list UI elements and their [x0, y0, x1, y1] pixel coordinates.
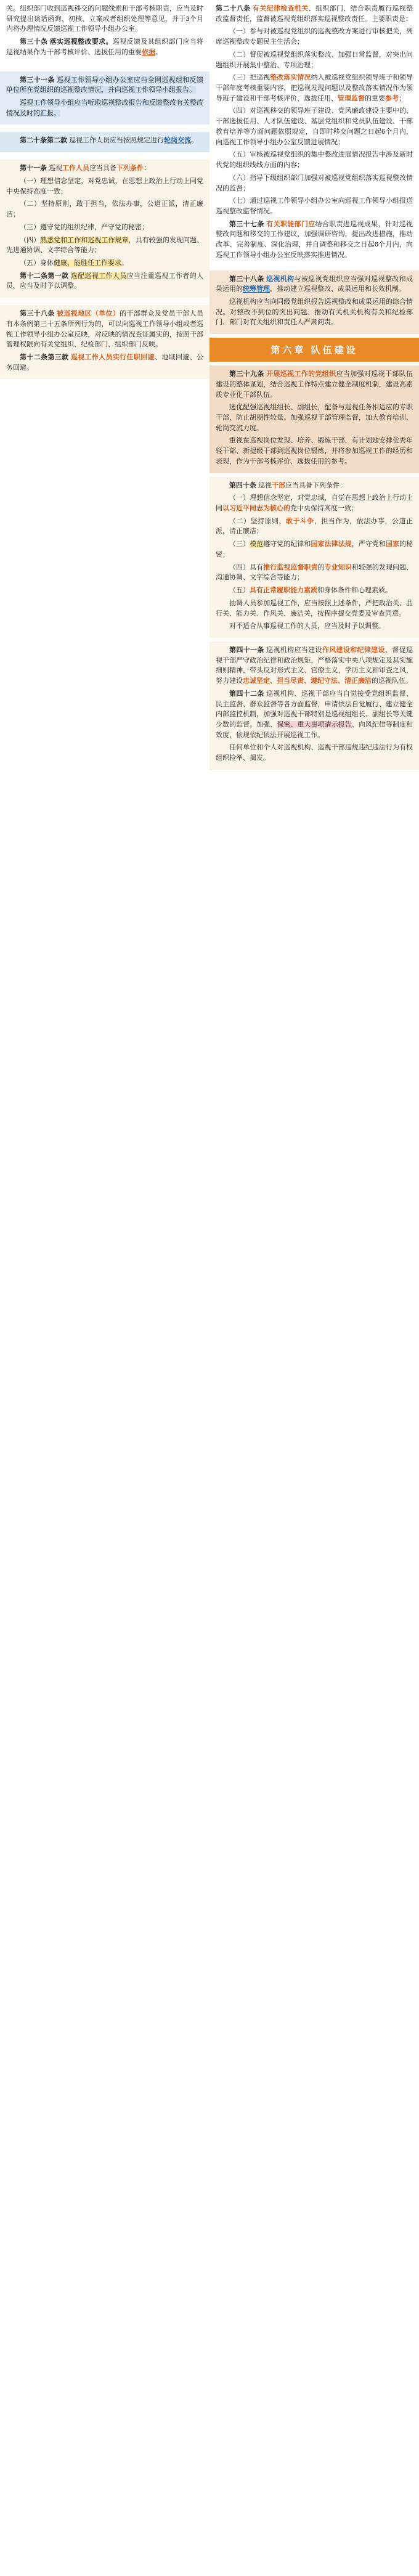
paragraph: （五）审核被巡视党组织的集中整改进展情况报告中涉及新时代党的组织线线方面的内容； [216, 151, 413, 169]
paragraph: 巡视工作领导小组应当听取巡视整改报告和反馈整改有关整改情况及时的汇报。 [6, 99, 203, 117]
paragraph: 抽调人员参加巡视工作，应当按照上述条件，严把政治关、品行关、能力关、作风关、廉洁关，按程序提交党委及审查同意。 [216, 599, 413, 618]
paragraph: （三）遵守党的组织纪律，严守党的秘密； [20, 223, 148, 231]
paragraph: 巡视机构应当向同级党组织报告巡视整改和成果运用的综合情况。对整改不到位的突出问题、推动有关机关机构有关和纪检部门、部门对有关组织和责任人严肃问责。 [216, 298, 413, 327]
paragraph: 第三十条 落实巡视整改要求。巡视反馈及其组织部门应当将巡视结果作为干部考核评价、选拔任用的重要依据。 [6, 38, 203, 56]
article-28-block [210, 0, 419, 267]
paragraph: 第四十二条 巡视机构、巡视干部应当自觉接受党组织监督、民主监督、群众监督等各方面监督，申请依法自觉履行、建立健全内部监控机制，加强对巡视干部特别是巡视组组长、副组长等关键少数的监督。加强、保密、重大事项请示报告、向风纪律等制度和效度，依规依纪依法开展巡视工作。 [216, 690, 413, 739]
paragraph: （三）模范遵守党的纪律和国家法律法规，严守党和国家的秘密； [216, 540, 413, 558]
paragraph: 任何单位和个人对巡视机构、巡视干部违规违纪违法行为有权组织检举、揭发。 [216, 744, 413, 762]
spacer [0, 64, 210, 71]
paragraph: （六）指导下级组织部门加强对被巡视党组织落实巡视整改情况的监督； [216, 174, 413, 192]
paragraph: （四）具有推行监视监督职责的专业知识和较强的发现问题、沟通协调、文字综合等能力； [216, 563, 413, 582]
spacer [0, 152, 210, 160]
article-31-block [0, 71, 210, 125]
paragraph: （四）熟悉党和工作和巡视工作规章，具有较强的发现问题、先进通协调、文字综合等能力； [6, 236, 204, 255]
paragraph: 第三十七条 有关职能部门应结合职责进巡视成果，针对巡视整改问题和移交的工作建议，加强调研咨询，提出改进措施，推动改革、完善制度、深化治理，并自调整和移交之日起6个月内，向巡视工作领导小组办公室反映落实推进情况。 [216, 220, 413, 259]
paragraph: 第二十条第二款 巡视工作人员应当按照规定进行轮岗交流。 [20, 137, 198, 145]
paragraph: （五）身体健康，能胜任工作要求。 [20, 259, 128, 267]
paragraph: 第二十八条 有关纪律检查机关、组织部门、结合职责履行巡视整改监督责任，监督被巡视党组织落实巡视整改责任。主要职责是： [216, 5, 413, 23]
paragraph: （四）对巡视移交的领导班子建设、党风廉政建设主要中的、干部选拔任用、人才队伍建设、基层党组织和党员队伍建设、干部教育培养等方面问题依照规定，自即时移交问题之日起6个月内，向巡视工作领导小组办公室反馈进展情况； [216, 107, 413, 146]
paragraph: （一）参与对被巡视党组织的巡视整改方案进行审核把关，列席巡视整改专题民主生活会； [216, 28, 413, 46]
paragraph: （一）理想信念坚定，对党忠诚，在思想上政治上行动上同党中央保持高度一致； [6, 177, 203, 195]
paragraph: 第十二条第三款 巡视工作人员实行任职回避、地域回避、公务回避。 [6, 353, 203, 372]
paragraph: （三）把巡视整改落实情况纳入被巡视党组织领导班子和领导干部年度考核重要内容，把巡视发现问题以及整改落实情况作为领导班子建设和干部考核评价、选拔任用、管理监督的重要参考； [216, 74, 413, 102]
spacer [0, 298, 210, 305]
paragraph: 第十二条第一款 选配巡视工作人员应当注重巡视工作者的人员，应当及时予以调整。 [6, 272, 203, 290]
paragraph: 第十一条 巡视工作人员应当具备下列条件： [20, 165, 151, 173]
left-column [0, 0, 210, 379]
paragraph: 第三十九条 开展巡视工作的党组织应当加强对巡视干部队伍建设的整体谋划，结合巡视工作特点建立健全制度机制，建设高素质专业化干部队伍。 [216, 370, 413, 399]
paragraph: （二）坚持原则，敢于斗争，担当作为，依法办事，公道正派，清正廉洁； [216, 517, 413, 536]
paragraph: （五）具有正常履职能力素质和身体条件和心理素质。 [229, 587, 392, 595]
paragraph: 第三十八条 巡视机构与被巡视党组织应当强对巡视整改和成果运用的统筹管理，推动建立巡视整改、成果运用和长效机制。 [216, 275, 413, 293]
article-40-block [210, 477, 419, 638]
article-29-block [0, 0, 210, 64]
chapter-banner: 第六章 队伍建设 [210, 338, 419, 362]
article-32-block [0, 132, 210, 152]
article-39-block [210, 365, 419, 473]
right-column [210, 0, 419, 770]
paragraph: 对不适合从事巡视工作的人员，应当及时予以调整。 [229, 622, 385, 630]
paragraph: 第四十条 巡视干部应当具备下列条件： [229, 481, 347, 489]
paragraph: 重视在巡视岗位发现、培养、锻炼干部，有计划地安排优秀年轻干部、新提级干部到巡视岗位锻炼，并将参加巡视工作的经历和表现，作为干部考核评价、选拔任用的参考。 [216, 437, 413, 465]
paragraph: 关。组织部门收到巡视移交的问题线索和干部考核职责，应当及时研究提出谈话函询、初核、立案或者组织处理等意见，并于3个月内将办理情况反馈巡视工作领导小组办公室。 [6, 5, 203, 33]
article-38b-block [0, 305, 210, 379]
paragraph: 第三十一条 巡视工作领导小组办公室应当全网巡视组和反馈单位所在党组织的巡视整改情况，并向巡视工作领导小组报告。 [6, 76, 203, 94]
article-11-block [0, 160, 210, 298]
article-41-block [210, 642, 419, 770]
paragraph: （二）坚持原则，敢于担当，依法办事，公道正派，清正廉洁； [6, 200, 203, 219]
spacer [0, 124, 210, 132]
paragraph: （一）理想信念坚定，对党忠诚，自觉在思想上政治上行动上同以习近平同志为核心的党中央保持高度一致； [216, 494, 413, 513]
paragraph: 选优配强巡视组组长、副组长，配备与巡视任务相适应的专职干部，防止胡期性较量。加强巡视干部管理监督，加大教育培训、轮岗交流力度。 [216, 404, 413, 432]
paragraph: （七）通过巡视工作领导小组办公室向巡视工作领导小组报送巡视整改监督情况。 [216, 197, 413, 215]
paragraph: 第三十八条 被巡视地区（单位）的干部群众及党员干部人员有本条例第三十五条所列行为的，可以向巡视工作领导小组或者巡视工作领导小组办公室反映，对反映的情况查证属实的，按照干部管理权限向有关党组织、纪检部门、组织部门反映。 [6, 310, 203, 349]
article-38-block [210, 271, 419, 335]
paragraph: 第四十一条 巡视机构应当建设作风建设和纪律建设，督促巡视干部严守政治纪律和政治规矩，严格落实中央八项规定及其实施细则精神，带头反对形式主义、官僚主义，学历主义和审查之风，努力建设忠诚坚定、担当尽责、遵纪守法、清正廉洁的巡视队伍。 [216, 646, 413, 685]
paragraph: （二）督促被巡视党组织落实整改、加强日常监督，对突出问题组织开展集中整治、专项治理； [216, 51, 413, 69]
